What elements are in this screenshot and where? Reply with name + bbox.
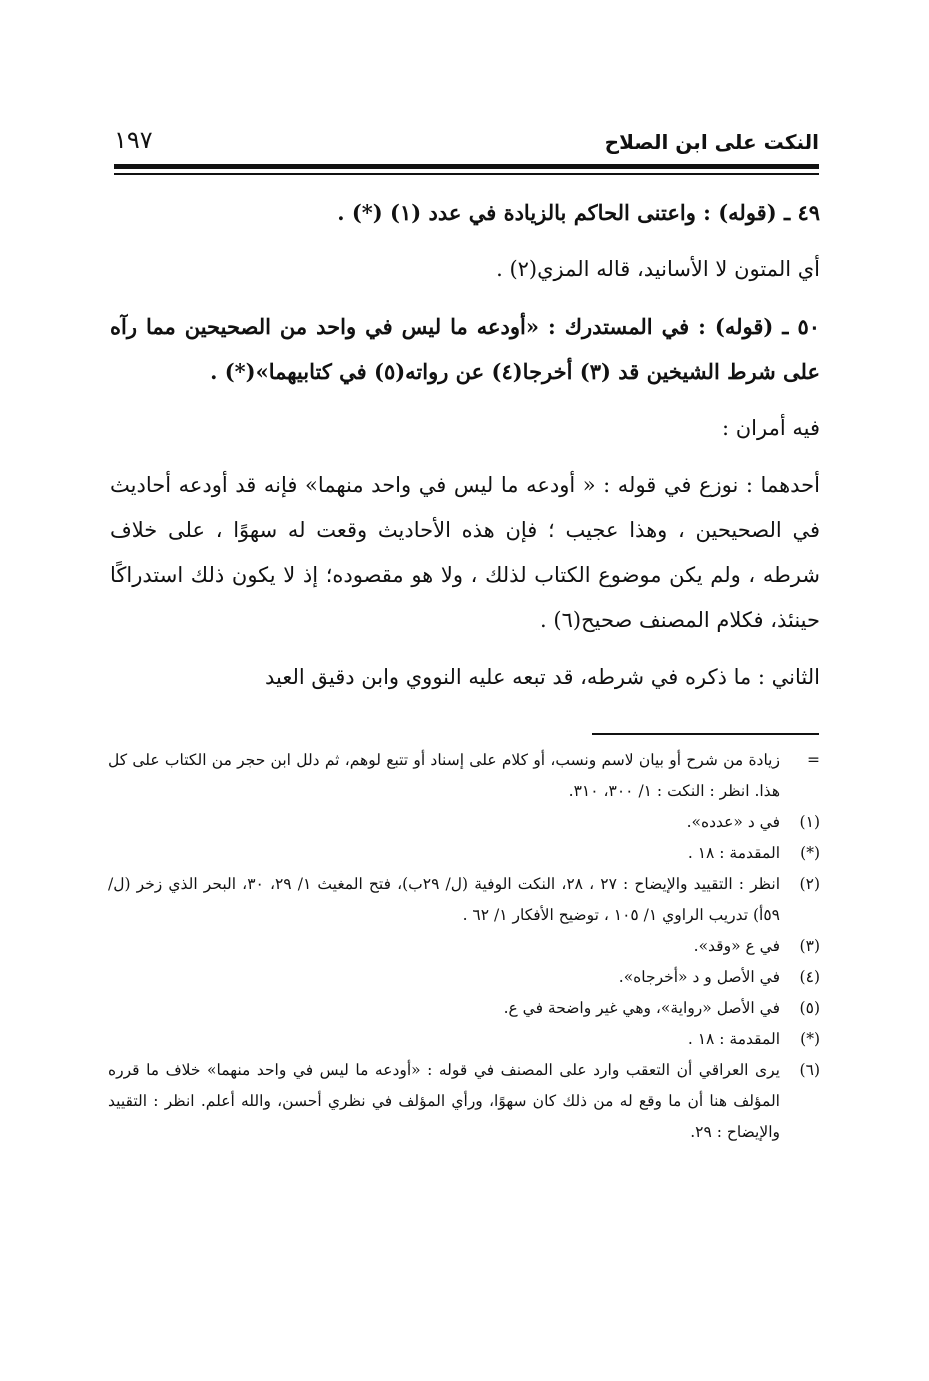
footnote-separator <box>592 733 819 735</box>
paragraph-49-commentary: أي المتون لا الأسانيد، قاله المزي(٢) . <box>496 257 820 281</box>
footnote-star-b <box>108 1024 820 1055</box>
footnote-1 <box>108 807 820 838</box>
footnote-mark: (٦) <box>799 1061 820 1079</box>
footnote-3 <box>108 931 820 962</box>
footnote-mark: (٢) <box>799 875 820 893</box>
footnote-6 <box>108 1055 820 1148</box>
footnote-text: يرى العراقي أن التعقب وارد على المصنف في قوله : «أودعه ما ليس في واحد منهما» خلاف ما قرره المؤلف هنا أن ما وقع له من ذلك كان سهوًا، ورأي المؤلف في نظري أحسن، والله أعلم. انظر : التقييد والإيضاح : ٢٩. <box>108 1061 780 1141</box>
footnote-text: زيادة من شرح أو بيان لاسم ونسب، أو كلام على إسناد أو تتبع لوهم، ثم دلل ابن حجر من الكتاب على كل هذا. انظر : النكت : ١/ ٣٠٠، ٣١٠. <box>108 751 780 800</box>
footnote-mark: (٤) <box>799 968 820 986</box>
main-text <box>110 190 820 700</box>
footnote-text: في ع «وقد». <box>693 937 780 955</box>
header-rule-thin <box>114 173 819 175</box>
page-header <box>114 118 819 164</box>
paragraph-50: ٥٠ ـ (قوله) : في المستدرك : «أودعه ما ليس في واحد من الصحيحين مما رآه على شرط الشيخين قد (٣) أخرجا(٤) عن رواته(٥) في كتابيهما»(*) . <box>110 314 820 384</box>
footnote-text: المقدمة : ١٨ . <box>687 844 780 862</box>
footnote-mark: (٣) <box>799 937 820 955</box>
footnote-mark: = <box>807 751 820 769</box>
footnote-text: في الأصل و د «أخرجاه». <box>618 968 780 986</box>
footnote-mark: (٥) <box>799 999 820 1017</box>
page-number: ١٩٧ <box>114 126 153 154</box>
footnote-text: انظر : التقييد والإيضاح : ٢٧ ، ٢٨، النكت الوفية (ل/ ٢٩ب)، فتح المغيث ١/ ٢٩، ٣٠، البحر الذي زخر (ل/ ٥٩أ) تدريب الراوي ١/ ١٠٥ ، توضيح الأفكار ١/ ٦٢ . <box>108 875 780 924</box>
footnote-mark: (*) <box>800 844 820 862</box>
book-title: النكت على ابن الصلاح <box>604 130 819 154</box>
paragraph-two-matters: فيه أمران : <box>722 416 820 440</box>
footnotes <box>108 745 820 1148</box>
header-rule-thick <box>114 164 819 169</box>
footnote-continuation <box>108 745 820 807</box>
footnote-5 <box>108 993 820 1024</box>
footnote-text: في د «عدده». <box>686 813 780 831</box>
paragraph-49: ٤٩ ـ (قوله) : واعتنى الحاكم بالزيادة في عدد (١) (*) . <box>337 200 820 225</box>
footnote-mark: (١) <box>799 813 820 831</box>
paragraph-second-matter: الثاني : ما ذكره في شرطه، قد تبعه عليه النووي وابن دقيق العيد <box>264 665 820 689</box>
paragraph-first-matter: أحدهما : نوزع في قوله : « أودعه ما ليس في واحد منهما» فإنه قد أودعه أحاديث في الصحيحين ، وهذا عجيب ؛ فإن هذه الأحاديث وقعت له سهوًا ، على خلاف شرطه ، ولم يكن موضوع الكتاب لذلك ، ولا هو مقصوده؛ إذ لا يكون ذلك استدراكًا حينئذ، فكلام المصنف صحيح(٦) . <box>110 473 820 632</box>
footnote-mark: (*) <box>800 1030 820 1048</box>
footnote-text: المقدمة : ١٨ . <box>687 1030 780 1048</box>
footnote-4 <box>108 962 820 993</box>
footnote-2 <box>108 869 820 931</box>
footnote-star-a <box>108 838 820 869</box>
footnote-text: في الأصل «رواية»، وهي غير واضحة في ع. <box>503 999 780 1017</box>
